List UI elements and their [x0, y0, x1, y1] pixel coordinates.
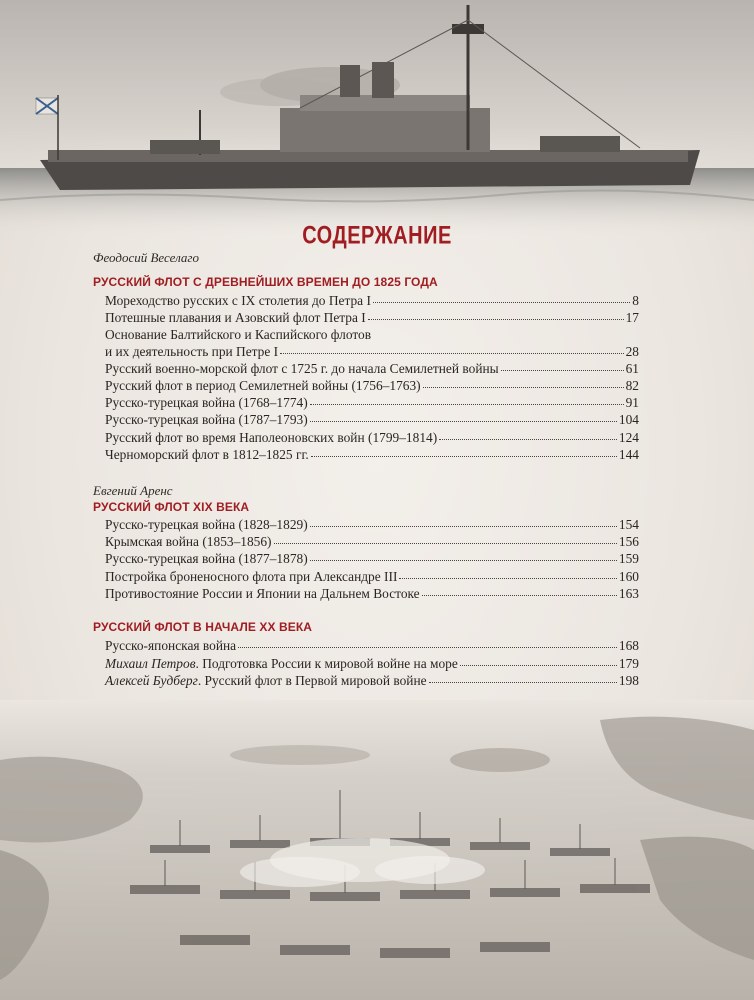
toc-entry[interactable]: [105, 533, 639, 550]
entry-title-text: . Подготовка России к мировой войне на море: [195, 656, 458, 671]
leader-dots: [399, 568, 616, 579]
toc-entry[interactable]: [105, 326, 639, 343]
toc-entry[interactable]: [105, 568, 639, 585]
section-author: Феодосий Веселаго: [93, 250, 199, 265]
leader-dots: [501, 360, 624, 371]
leader-dots: [422, 585, 617, 596]
leader-dots: [310, 516, 617, 527]
entry-title: Русско-турецкая война (1828–1829): [105, 517, 308, 532]
section-heading: РУССКИЙ ФЛОТ XIX ВЕКА: [93, 500, 250, 514]
entry-page: 179: [618, 656, 639, 671]
entry-title: и их деятельность при Петре I: [105, 344, 279, 359]
toc-entry[interactable]: [105, 446, 639, 463]
leader-dots: [238, 637, 617, 648]
leader-dots: [274, 533, 617, 544]
toc-entry[interactable]: [105, 516, 639, 533]
toc-entry[interactable]: [105, 360, 639, 377]
entry-title: Черноморский флот в 1812–1825 гг.: [105, 447, 309, 462]
toc-entry[interactable]: [105, 377, 639, 394]
entry-page: 160: [618, 569, 639, 584]
entry-page: 8: [632, 293, 639, 308]
entry-title: Русско-турецкая война (1768–1774): [105, 395, 308, 410]
entry-page: 28: [625, 344, 639, 359]
leader-dots: [311, 446, 617, 457]
battleship-illustration: [0, 0, 754, 250]
entry-page: 17: [625, 310, 639, 325]
entry-title: Крымская война (1853–1856): [105, 534, 272, 549]
toc-entry[interactable]: [105, 585, 639, 602]
page-title: СОДЕРЖАНИЕ: [302, 222, 452, 250]
entry-page: 91: [625, 395, 639, 410]
entry-title: Противостояние России и Японии на Дальнем Востоке: [105, 586, 420, 601]
leader-dots: [373, 292, 630, 303]
entry-title: Постройка броненосного флота при Александре III: [105, 569, 398, 584]
entry-title: [105, 655, 458, 672]
toc-entry[interactable]: [105, 550, 639, 567]
leader-dots: [439, 429, 617, 440]
entry-page: 154: [618, 517, 639, 532]
entry-author: Михаил Петров: [105, 656, 196, 671]
entry-title: [105, 672, 427, 689]
section-heading: РУССКИЙ ФЛОТ В НАЧАЛЕ XX ВЕКА: [93, 620, 313, 634]
toc-entry[interactable]: [105, 637, 639, 654]
leader-dots: [310, 550, 617, 561]
entry-page: 163: [618, 586, 639, 601]
entry-title: Потешные плавания и Азовский флот Петра I: [105, 310, 366, 325]
entry-title-text: . Русский флот в Первой мировой войне: [197, 673, 427, 688]
fleet-review-illustration: [0, 700, 754, 1000]
entry-title: Основание Балтийского и Каспийского флотов: [105, 327, 372, 342]
entry-page: 168: [618, 638, 639, 653]
entry-page: 198: [618, 673, 639, 688]
toc-entry[interactable]: [105, 394, 639, 411]
entry-title: Русско-японская война: [105, 638, 237, 653]
section-author: Евгений Аренс: [93, 483, 173, 498]
entry-page: 82: [625, 378, 639, 393]
entry-title: Русский флот во время Наполеоновских войн (1799–1814): [105, 430, 438, 445]
section-heading: РУССКИЙ ФЛОТ С ДРЕВНЕЙШИХ ВРЕМЕН ДО 1825 ГОДА: [93, 275, 438, 289]
toc-entry[interactable]: [105, 411, 639, 428]
entry-title: Русский флот в период Семилетней войны (1756–1763): [105, 378, 421, 393]
toc-entry[interactable]: [105, 672, 639, 689]
leader-dots: [368, 309, 624, 320]
entry-page: 159: [618, 551, 639, 566]
entry-title: Русский военно-морской флот с 1725 г. до начала Семилетней войны: [105, 361, 499, 376]
leader-dots: [460, 655, 617, 666]
toc-entry[interactable]: [105, 309, 639, 326]
entry-page: 124: [618, 430, 639, 445]
entry-page: 61: [625, 361, 639, 376]
leader-dots: [310, 411, 617, 422]
leader-dots: [310, 394, 624, 405]
toc-entry[interactable]: [105, 655, 639, 672]
entry-title: Русско-турецкая война (1877–1878): [105, 551, 308, 566]
leader-dots: [280, 343, 623, 354]
entry-page: 156: [618, 534, 639, 549]
entry-author: Алексей Будберг: [105, 673, 198, 688]
toc-entry[interactable]: [105, 292, 639, 309]
entry-title: Русско-турецкая война (1787–1793): [105, 412, 308, 427]
toc-entry[interactable]: [105, 343, 639, 360]
entry-title: Мореходство русских с IX столетия до Петра I: [105, 293, 371, 308]
entry-page: 104: [618, 412, 639, 427]
entry-page: 144: [618, 447, 639, 462]
leader-dots: [423, 377, 624, 388]
leader-dots: [429, 672, 617, 683]
toc-entry[interactable]: [105, 429, 639, 446]
